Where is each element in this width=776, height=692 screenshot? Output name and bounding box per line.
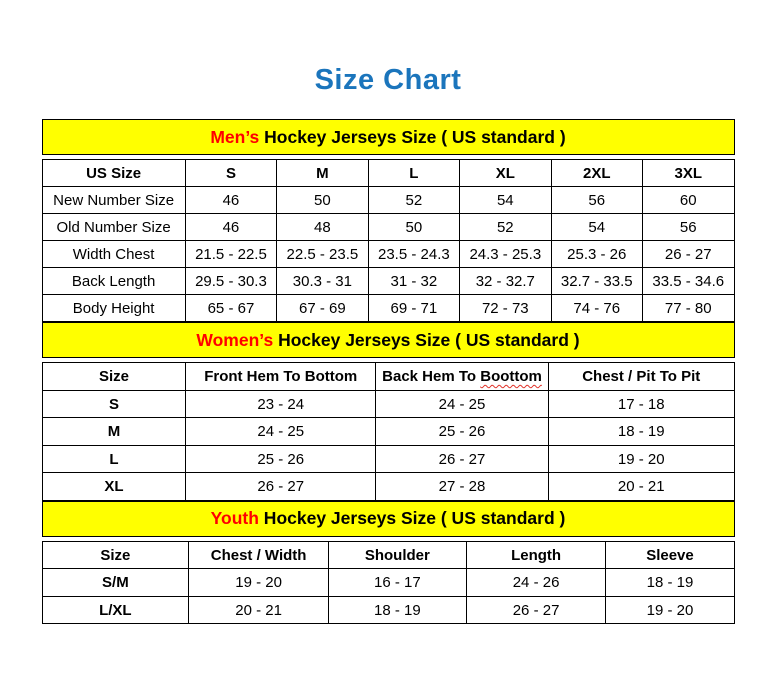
row-label: M <box>42 418 186 446</box>
youth-section-header <box>42 501 735 537</box>
table-row <box>42 268 734 295</box>
size-value: 52 <box>368 187 459 214</box>
size-value: 69 - 71 <box>368 295 459 322</box>
column-header: Size <box>42 541 189 569</box>
size-value: 30.3 - 31 <box>277 268 368 295</box>
size-value: 65 - 67 <box>185 295 276 322</box>
page-title: Size Chart <box>314 64 462 96</box>
column-header: Front Hem To Bottom <box>186 363 376 391</box>
size-chart-content <box>42 119 735 624</box>
mens-section-header <box>42 119 735 155</box>
row-label: Width Chest <box>42 241 185 268</box>
column-header: Size <box>42 363 186 391</box>
womens-highlight-label: Women’s <box>196 329 274 350</box>
size-value: 27 - 28 <box>376 473 549 501</box>
size-value: 46 <box>185 214 276 241</box>
size-value: 16 - 17 <box>328 569 466 597</box>
size-value: 56 <box>642 214 734 241</box>
size-value: 29.5 - 30.3 <box>185 268 276 295</box>
size-value: 32.7 - 33.5 <box>551 268 642 295</box>
size-value: 26 - 27 <box>466 596 606 624</box>
size-value: 77 - 80 <box>642 295 734 322</box>
table-row <box>42 596 734 624</box>
size-value: 25 - 26 <box>186 445 376 473</box>
row-label: S/M <box>42 569 189 597</box>
size-value: 20 - 21 <box>189 596 329 624</box>
size-value: 18 - 19 <box>549 418 734 446</box>
column-header: Chest / Pit To Pit <box>549 363 734 391</box>
row-label: Old Number Size <box>42 214 185 241</box>
table-row <box>42 187 734 214</box>
size-value: 20 - 21 <box>549 473 734 501</box>
size-value: 48 <box>277 214 368 241</box>
youth-header-text: Hockey Jerseys Size ( US standard ) <box>258 508 566 529</box>
size-value: 32 - 32.7 <box>460 268 551 295</box>
size-value: 60 <box>642 187 734 214</box>
womens-section-header <box>42 322 735 358</box>
row-label: XL <box>42 473 186 501</box>
mens-highlight-label: Men’s <box>210 126 260 147</box>
size-value: 72 - 73 <box>460 295 551 322</box>
size-value: 50 <box>277 187 368 214</box>
youth-highlight-label: Youth <box>210 508 259 529</box>
size-value: 19 - 20 <box>189 569 329 597</box>
column-header: Length <box>466 541 606 569</box>
size-value: 24 - 25 <box>376 390 549 418</box>
row-label: L/XL <box>42 596 189 624</box>
column-header: Chest / Width <box>189 541 329 569</box>
column-header-misspelled <box>376 363 549 391</box>
table-row <box>42 295 734 322</box>
column-header: US Size <box>42 160 185 187</box>
size-value: 25.3 - 26 <box>551 241 642 268</box>
youth-header-row <box>42 541 734 569</box>
table-row <box>42 418 734 446</box>
size-value: 52 <box>460 214 551 241</box>
size-value: 23 - 24 <box>186 390 376 418</box>
size-value: 22.5 - 23.5 <box>277 241 368 268</box>
column-header: Sleeve <box>606 541 734 569</box>
table-row <box>42 569 734 597</box>
size-value: 17 - 18 <box>549 390 734 418</box>
table-row <box>42 473 734 501</box>
size-value: 18 - 19 <box>606 569 734 597</box>
size-value: 33.5 - 34.6 <box>642 268 734 295</box>
row-label: Back Length <box>42 268 185 295</box>
row-label: New Number Size <box>42 187 185 214</box>
size-value: 19 - 20 <box>606 596 734 624</box>
column-header: 2XL <box>551 160 642 187</box>
womens-header-text: Hockey Jerseys Size ( US standard ) <box>273 329 580 350</box>
size-value: 25 - 26 <box>376 418 549 446</box>
size-value: 31 - 32 <box>368 268 459 295</box>
size-value: 24.3 - 25.3 <box>460 241 551 268</box>
table-row <box>42 241 734 268</box>
column-header: Shoulder <box>328 541 466 569</box>
size-value: 54 <box>460 187 551 214</box>
back-hem-misspelled-word: Boottom <box>480 368 542 385</box>
womens-size-table <box>42 362 735 501</box>
column-header: M <box>277 160 368 187</box>
size-value: 67 - 69 <box>277 295 368 322</box>
size-value: 21.5 - 22.5 <box>185 241 276 268</box>
column-header: L <box>368 160 459 187</box>
back-hem-prefix: Back Hem To <box>382 368 481 385</box>
size-value: 56 <box>551 187 642 214</box>
youth-size-table <box>42 541 735 625</box>
mens-header-row <box>42 160 734 187</box>
row-label: S <box>42 390 186 418</box>
column-header: 3XL <box>642 160 734 187</box>
row-label: Body Height <box>42 295 185 322</box>
womens-header-row <box>42 363 734 391</box>
size-value: 74 - 76 <box>551 295 642 322</box>
size-value: 19 - 20 <box>549 445 734 473</box>
size-value: 24 - 26 <box>466 569 606 597</box>
column-header: XL <box>460 160 551 187</box>
size-value: 26 - 27 <box>642 241 734 268</box>
size-value: 24 - 25 <box>186 418 376 446</box>
size-value: 18 - 19 <box>328 596 466 624</box>
size-value: 54 <box>551 214 642 241</box>
mens-size-table <box>42 159 735 322</box>
size-value: 26 - 27 <box>376 445 549 473</box>
row-label: L <box>42 445 186 473</box>
column-header: S <box>185 160 276 187</box>
size-value: 26 - 27 <box>186 473 376 501</box>
size-value: 23.5 - 24.3 <box>368 241 459 268</box>
table-row <box>42 445 734 473</box>
size-value: 50 <box>368 214 459 241</box>
mens-header-text: Hockey Jerseys Size ( US standard ) <box>259 126 566 147</box>
table-row <box>42 214 734 241</box>
table-row <box>42 390 734 418</box>
size-value: 46 <box>185 187 276 214</box>
